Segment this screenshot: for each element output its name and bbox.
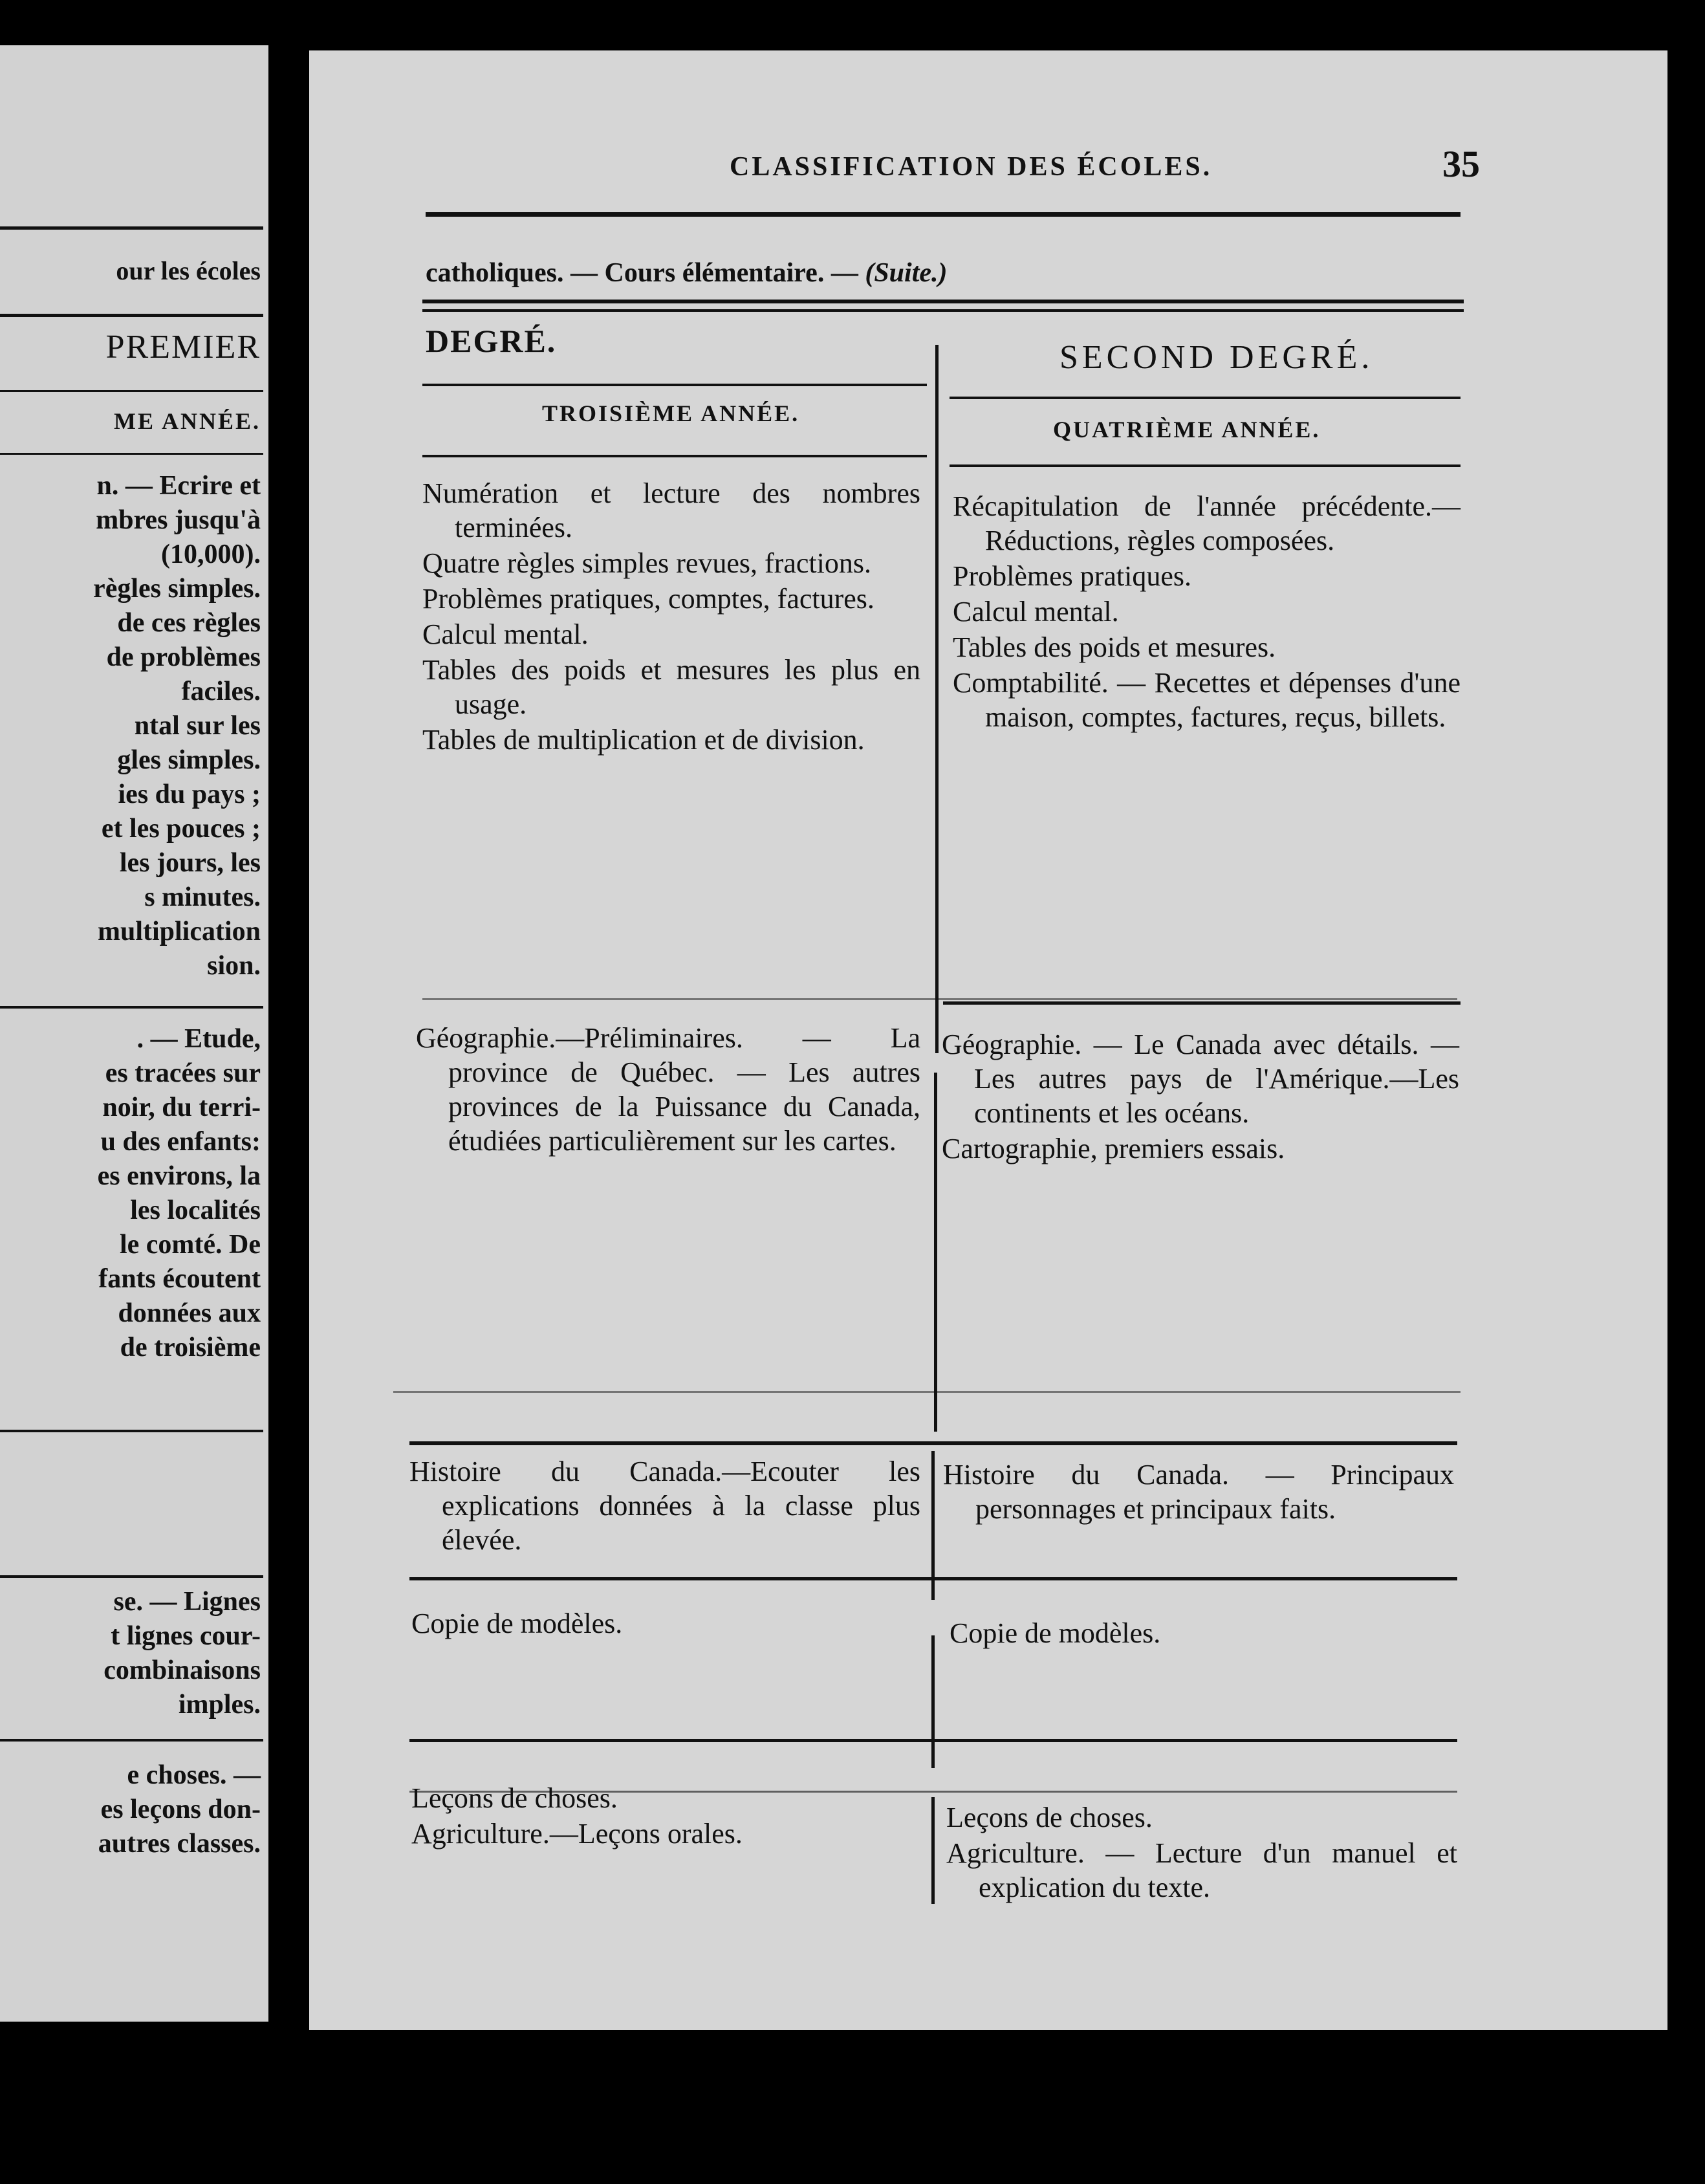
geography-entry: Géographie.—Préliminaires. — La province de Québec. — Les autres provinces de la Puissance du Canada, étudiées particulièrement sur les cartes. <box>416 1022 920 1157</box>
lessons-entry: Leçons de choses. <box>946 1802 1153 1833</box>
lessons-right-cell <box>946 1800 1457 1905</box>
left-line: et les pouces ; <box>101 814 261 844</box>
history-entry: Histoire du Canada.—Ecouter les explications données à la classe plus élevée. <box>409 1456 920 1556</box>
column-divider <box>935 345 939 1053</box>
left-line: e choses. — <box>127 1760 261 1790</box>
left-line: s minutes. <box>144 882 261 912</box>
writing-entry: Copie de modèles. <box>411 1608 623 1639</box>
degree-rule-left <box>422 384 927 386</box>
row-rule <box>943 1001 1461 1005</box>
column-divider <box>934 1073 937 1432</box>
arithmetic-entry: Numération et lecture des nombres terminées. <box>422 477 920 543</box>
left-header-rule <box>0 226 263 230</box>
left-line: le comté. De <box>119 1230 261 1260</box>
left-year-fragment: ME ANNÉE. <box>113 408 261 434</box>
row-rule-faint <box>422 998 1457 1000</box>
arithmetic-entry: Récapitulation de l'année précédente.—Réductions, règles composées. <box>953 490 1461 556</box>
header-rule <box>426 212 1461 217</box>
left-line: mbres jusqu'à <box>96 505 261 535</box>
page-number: 35 <box>1442 143 1480 185</box>
lessons-left-cell <box>411 1781 916 1851</box>
left-line: . — Etude, <box>136 1024 261 1054</box>
lessons-entry: Leçons de choses. <box>411 1782 618 1814</box>
left-row-rule <box>0 1006 263 1009</box>
degree-heading-right: SECOND DEGRÉ. <box>1059 339 1374 376</box>
year-rule-right <box>950 464 1461 467</box>
arithmetic-entry: Tables de multiplication et de division. <box>422 724 865 756</box>
left-line: gles simples. <box>117 745 261 775</box>
writing-right-cell <box>950 1616 1454 1650</box>
year-heading-right: QUATRIÈME ANNÉE. <box>1053 417 1321 442</box>
left-year-rule <box>0 453 263 455</box>
arithmetic-right-cell <box>953 489 1461 734</box>
row-rule <box>409 1441 1457 1445</box>
history-right-cell <box>943 1458 1454 1526</box>
history-left-cell <box>409 1454 920 1557</box>
writing-entry: Copie de modèles. <box>950 1617 1161 1649</box>
geography-left-cell <box>416 1021 920 1158</box>
row-rule <box>409 1739 1457 1742</box>
left-line: données aux <box>118 1298 261 1328</box>
arithmetic-entry: Tables des poids et mesures. <box>953 631 1276 663</box>
table-top-rule <box>422 300 1464 303</box>
left-line: t lignes cour- <box>111 1621 261 1651</box>
left-line: de troisième <box>120 1333 261 1362</box>
subtitle-suite: (Suite.) <box>865 258 948 288</box>
left-line: imples. <box>178 1690 261 1720</box>
left-double-rule <box>0 314 263 317</box>
left-line: autres classes. <box>98 1829 261 1859</box>
history-entry: Histoire du Canada. — Principaux personnages et principaux faits. <box>943 1459 1454 1525</box>
left-line: de ces règles <box>117 608 261 638</box>
year-rule-left <box>422 455 927 457</box>
arithmetic-entry: Problèmes pratiques, comptes, factures. <box>422 583 874 615</box>
arithmetic-entry: Tables des poids et mesures les plus en usage. <box>422 654 920 720</box>
left-line: combinaisons <box>103 1655 261 1685</box>
arithmetic-entry: Comptabilité. — Recettes et dépenses d'une maison, comptes, factures, reçus, billets. <box>953 667 1461 733</box>
left-line: u des enfants: <box>100 1127 261 1157</box>
previous-page-fragment <box>0 45 268 2022</box>
row-rule-faint <box>393 1391 1461 1393</box>
left-row-rule <box>0 1430 263 1432</box>
left-line: fants écoutent <box>98 1264 261 1294</box>
left-line: les localités <box>130 1196 261 1225</box>
left-line: sion. <box>207 951 261 981</box>
degree-heading-left: DEGRÉ. <box>426 323 557 359</box>
left-line: ntal sur les <box>134 711 261 741</box>
lessons-entry: Agriculture. — Lecture d'un manuel et explication du texte. <box>946 1837 1457 1903</box>
arithmetic-entry: Problèmes pratiques. <box>953 560 1192 592</box>
running-head: CLASSIFICATION DES ÉCOLES. <box>730 152 1213 182</box>
arithmetic-left-cell <box>422 476 920 757</box>
row-rule <box>409 1577 1457 1580</box>
arithmetic-entry: Quatre règles simples revues, fractions. <box>422 547 871 579</box>
left-line: de problèmes <box>106 642 261 672</box>
left-line: n. — Ecrire et <box>96 471 261 501</box>
left-degree-rule <box>0 390 263 392</box>
table-subtitle <box>426 257 948 289</box>
geography-entry: Cartographie, premiers essais. <box>942 1133 1285 1164</box>
column-divider <box>931 1635 935 1768</box>
column-divider <box>931 1797 935 1904</box>
left-line: multiplication <box>97 917 261 946</box>
writing-left-cell <box>411 1606 916 1641</box>
left-line: noir, du terri- <box>102 1093 261 1122</box>
table-top-rule-thin <box>422 309 1464 312</box>
left-degree-fragment: PREMIER <box>105 329 261 366</box>
left-line: faciles. <box>181 677 261 706</box>
left-line: se. — Lignes <box>113 1587 261 1617</box>
left-row-rule <box>0 1739 263 1742</box>
left-line: ies du pays ; <box>118 780 261 809</box>
left-line: règles simples. <box>93 574 261 604</box>
degree-rule-right <box>950 397 1461 399</box>
left-line: es leçons don- <box>100 1795 261 1824</box>
left-line: es environs, la <box>97 1161 261 1191</box>
geography-entry: Géographie. — Le Canada avec détails. — Les autres pays de l'Amérique.—Les continents et les océans. <box>942 1029 1459 1129</box>
main-page <box>309 50 1667 2030</box>
arithmetic-entry: Calcul mental. <box>422 618 589 650</box>
lessons-entry: Agriculture.—Leçons orales. <box>411 1818 743 1850</box>
left-line: les jours, les <box>119 848 261 878</box>
left-line: (10,000). <box>161 540 261 569</box>
year-heading-left: TROISIÈME ANNÉE. <box>542 400 800 426</box>
subtitle-main: catholiques. — Cours élémentaire. — <box>426 258 858 288</box>
left-row-rule <box>0 1575 263 1578</box>
arithmetic-entry: Calcul mental. <box>953 596 1119 628</box>
geography-right-cell <box>942 1027 1459 1166</box>
left-line: es tracées sur <box>105 1058 261 1088</box>
left-header-fragment: our les écoles <box>116 256 261 285</box>
